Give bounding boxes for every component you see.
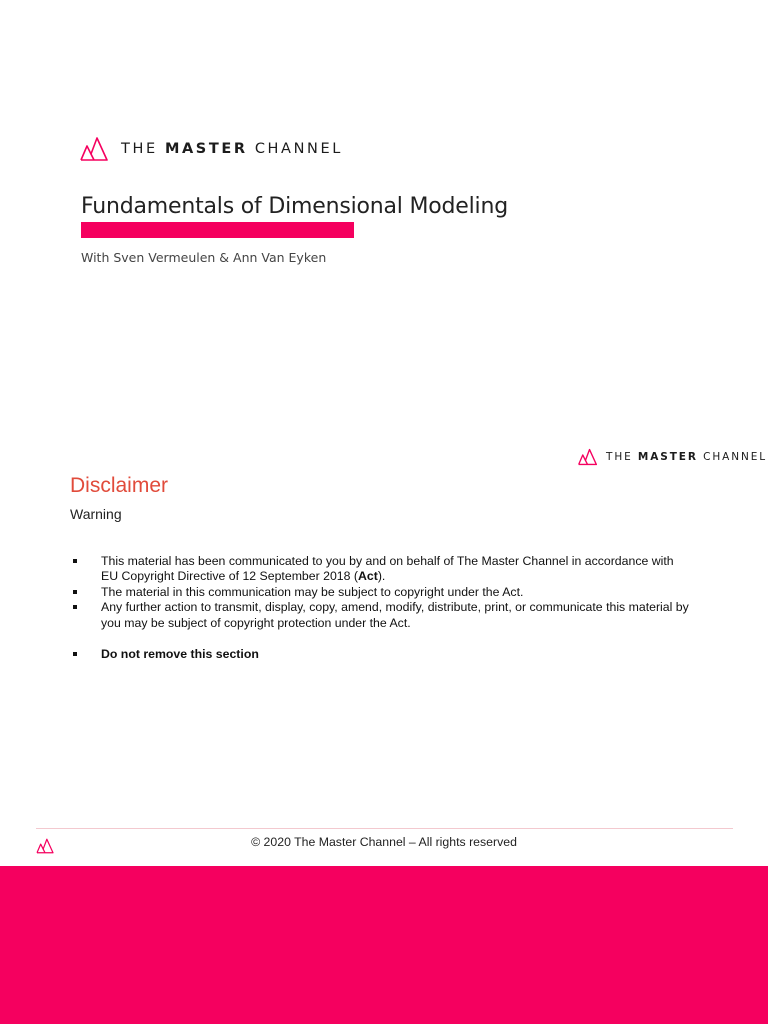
brand-logo-right bbox=[578, 448, 767, 466]
list-item: This material has been communicated to you by and on behalf of The Master Channel in accordance with EU Copyright Directive of 12 September 2018 (Act). bbox=[72, 554, 692, 585]
disclaimer-heading: Disclaimer bbox=[70, 474, 169, 497]
list-item: Any further action to transmit, display, copy, amend, modify, distribute, print, or communicate this material by you may be subject of copyright protection under the Act. bbox=[72, 600, 692, 631]
brand-logo-top bbox=[80, 136, 343, 162]
document-subtitle: With Sven Vermeulen & Ann Van Eyken bbox=[81, 250, 327, 265]
mountain-logo-icon bbox=[80, 136, 108, 162]
list-item: The material in this communication may be subject to copyright under the Act. bbox=[72, 585, 692, 600]
mountain-logo-icon bbox=[578, 448, 597, 466]
document-title: Fundamentals of Dimensional Modeling bbox=[81, 194, 508, 219]
disclaimer-subheading: Warning bbox=[70, 506, 122, 522]
brand-wordmark: THE MASTER CHANNEL bbox=[121, 141, 343, 157]
footer-copyright: © 2020 The Master Channel – All rights reserved bbox=[251, 835, 517, 849]
title-underline-bar bbox=[81, 222, 354, 238]
list-item: Do not remove this section bbox=[72, 647, 692, 662]
footer-divider bbox=[36, 828, 733, 829]
disclaimer-bullet-list bbox=[72, 554, 692, 662]
brand-wordmark: THE MASTER CHANNEL bbox=[606, 451, 768, 463]
footer-color-band bbox=[0, 866, 768, 1024]
